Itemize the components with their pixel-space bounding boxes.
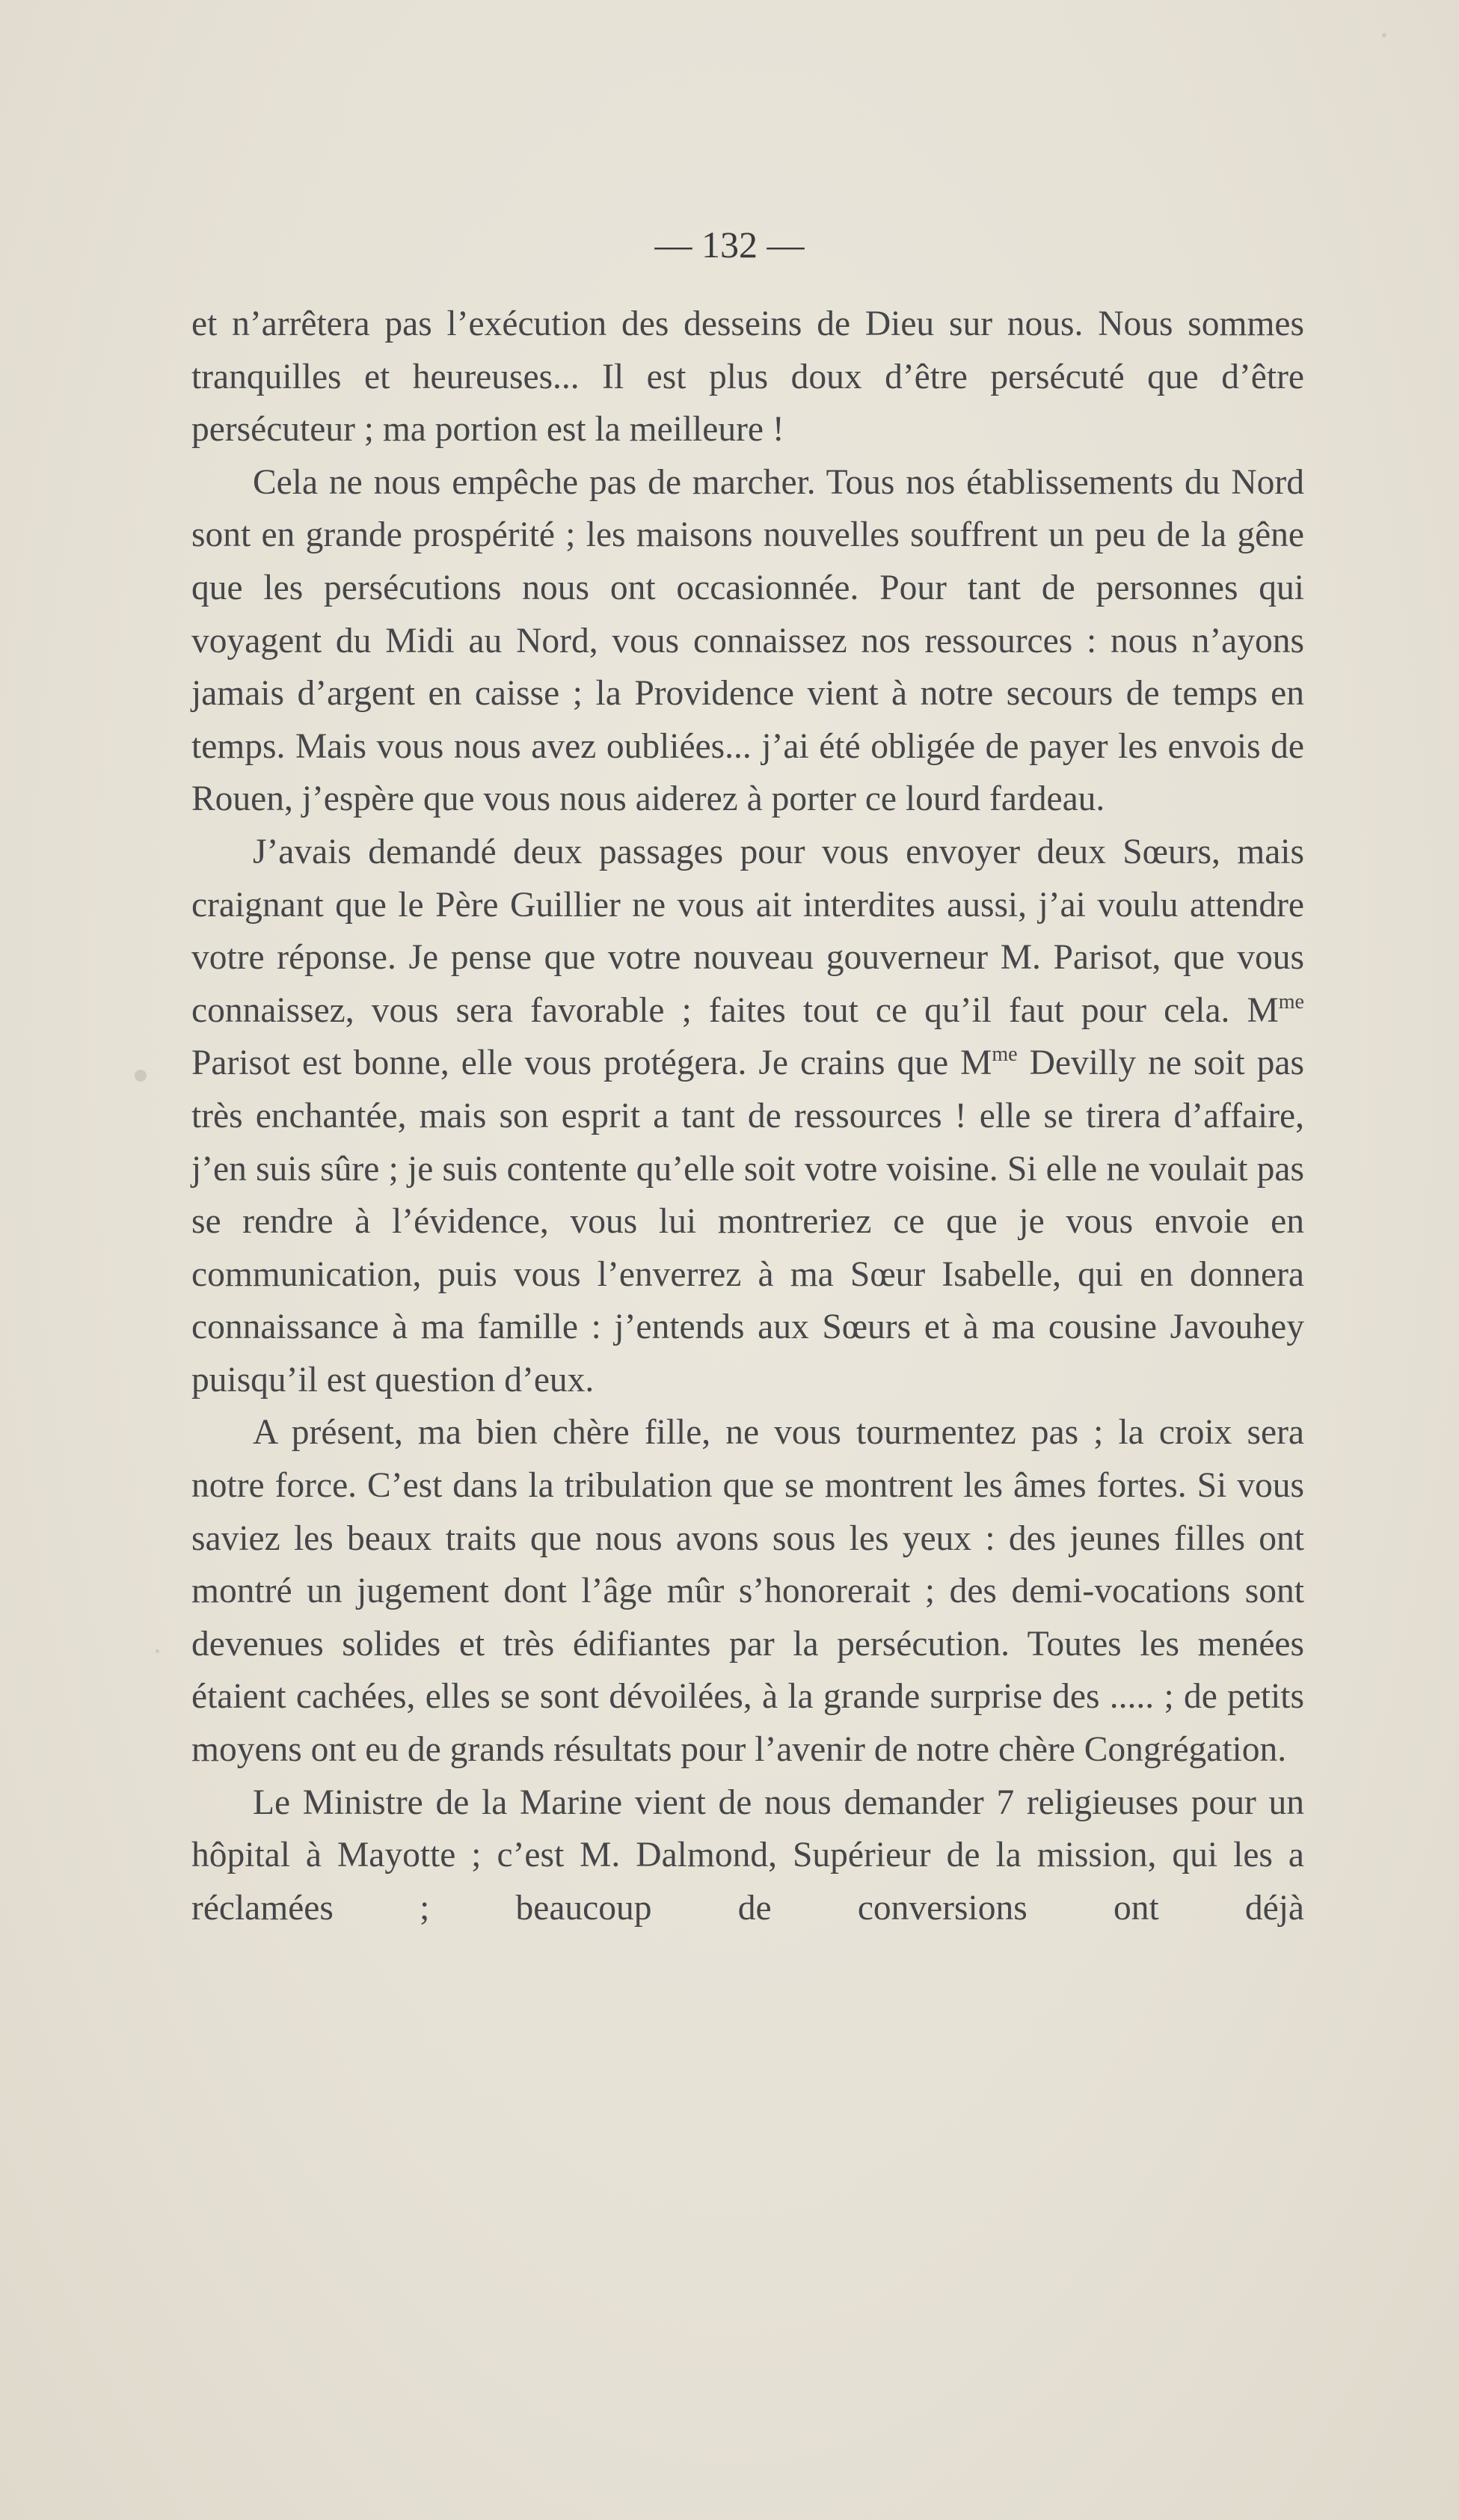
paper-speck (156, 1649, 159, 1653)
paragraph-1: et n’arrêtera pas l’exécution des desseins de Dieu sur nous. Nous sommes tranquilles et heureuses... Il est plus doux d’être persécuté que d’être persécuteur ; ma portion est la meilleure ! (191, 304, 1304, 450)
superscript-me: me (1278, 990, 1304, 1014)
paragraph-3-part-2: Parisot est bonne, elle vous protégera. Je crains que M (191, 1043, 992, 1083)
body-text (191, 298, 1304, 1934)
page-number: — 132 — (654, 224, 805, 266)
paper-speck (1382, 33, 1386, 37)
paragraph-3-part-1: J’avais demandé deux passages pour vous envoyer deux Sœurs, mais craignant que le Père Guillier ne vous ait interdites aussi, j’ai voulu attendre votre réponse. Je pense que votre nouveau gouverneur M. Parisot, que vous connaissez, vous sera favorable ; faites tout ce qu’il faut pour cela. M (191, 832, 1304, 1030)
paper-speck (135, 1070, 147, 1082)
paragraph-5: Le Ministre de la Marine vient de nous demander 7 religieuses pour un hôpital à Mayotte ; c’est M. Dalmond, Supérieur de la mission, qui les a réclamées ; beaucoup de conversions ont déjà (191, 1782, 1304, 1928)
paragraph-2: Cela ne nous empêche pas de marcher. Tous nos établissements du Nord sont en grande prospérité ; les maisons nouvelles souffrent un peu de la gêne que les persécutions nous ont occasionnée. Pour tant de personnes qui voyagent du Midi au Nord, vous connaissez nos ressources : nous n’ayons jamais d’argent en caisse ; la Providence vient à notre secours de temps en temps. Mais vous nous avez oubliées... j’ai été obligée de payer les envois de Rouen, j’espère que vous nous aiderez à porter ce lourd fardeau. (191, 462, 1304, 819)
paragraph-3-part-3: Devilly ne soit pas très enchantée, mais son esprit a tant de ressources ! elle se tirera d’affaire, j’en suis sûre ; je suis contente qu’elle soit votre voisine. Si elle ne voulait pas se rendre à l’évidence, vous lui montreriez ce que je vous envoie en communication, puis vous l’enverrez à ma Sœur Isabelle, qui en donnera connaissance à ma famille : j’entends aux Sœurs et à ma cousine Javouhey puisqu’il est question d’eux. (191, 1043, 1304, 1400)
paragraph-4: A présent, ma bien chère fille, ne vous tourmentez pas ; la croix sera notre force. C’est dans la tribulation que se montrent les âmes fortes. Si vous saviez les beaux traits que nous avons sous les yeux : des jeunes filles ont montré un jugement dont l’âge mûr s’honorerait ; des demi-vocations sont devenues solides et très édifiantes par la persécution. Toutes les menées étaient cachées, elles se sont dévoilées, à la grande surprise des ..... ; de petits moyens ont eu de grands résultats pour l’avenir de notre chère Congrégation. (191, 1413, 1304, 1770)
superscript-me: me (992, 1043, 1018, 1067)
paragraph-3 (191, 826, 1304, 1407)
